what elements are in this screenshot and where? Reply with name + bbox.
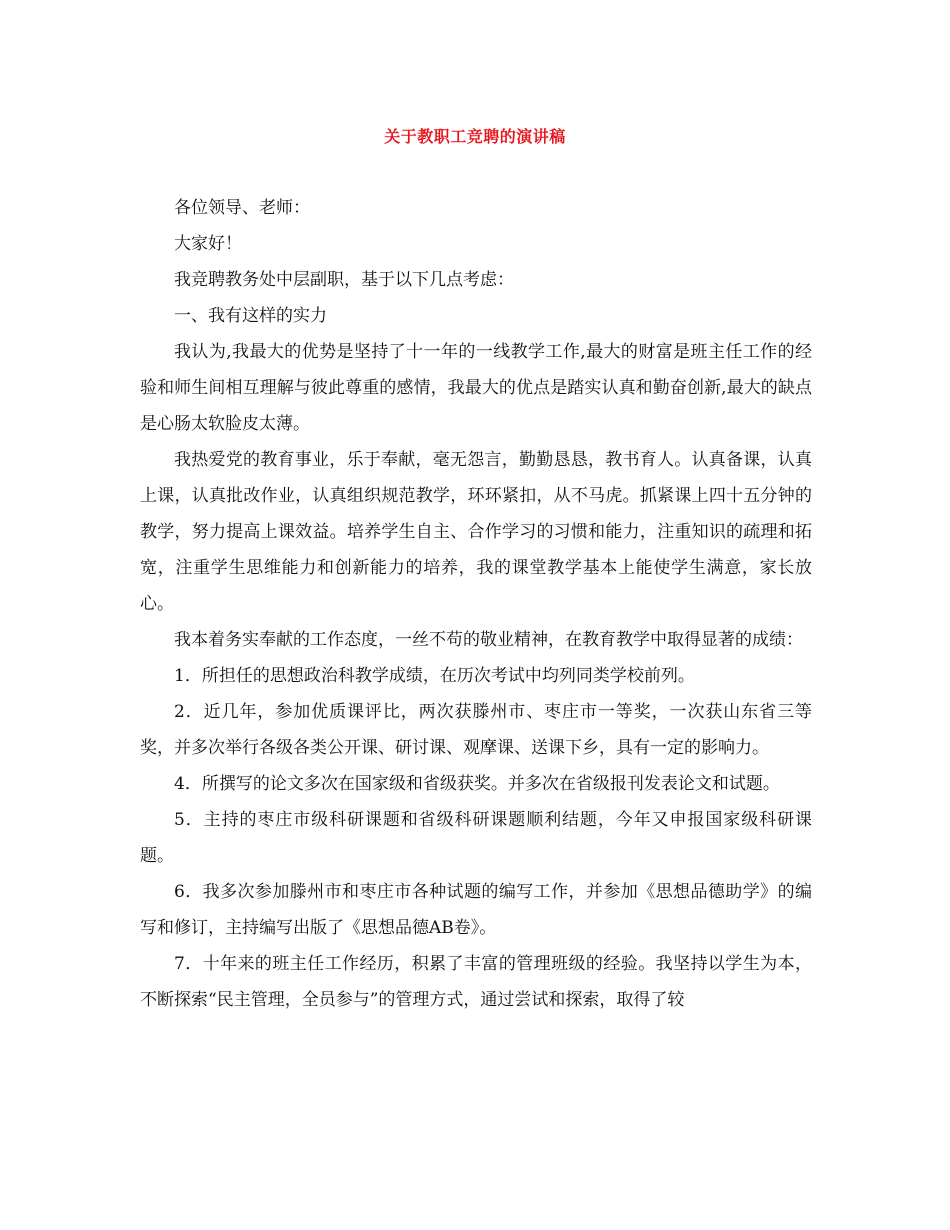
list-item: 1．所担任的思想政治科教学成绩，在历次考试中均列同类学校前列。 <box>174 666 695 686</box>
document-body <box>140 190 812 1018</box>
list-item: 7．十年来的班主任工作经历，积累了丰富的管理班级的经验。我坚持以学生为本，不断探索“民主管理，全员参与”的管理方式，通过尝试和探索，取得了较 <box>140 954 812 1010</box>
list-item: 6．我多次参加滕州市和枣庄市各种试题的编写工作，并参加《思想品德助学》的编写和修订，主持编写出版了《思想品德AB卷》。 <box>140 882 812 938</box>
paragraph-intro: 我竞聘教务处中层副职，基于以下几点考虑： <box>174 270 514 290</box>
paragraph: 我本着务实奉献的工作态度，一丝不苟的敬业精神，在教育教学中取得显著的成绩： <box>174 630 803 650</box>
document-title: 关于教职工竞聘的演讲稿 <box>384 127 566 146</box>
list-item: 2．近几年，参加优质课评比，两次获滕州市、枣庄市一等奖，一次获山东省三等奖，并多次举行各级各类公开课、研讨课、观摩课、送课下乡，具有一定的影响力。 <box>140 702 812 758</box>
list-item: 4．所撰写的论文多次在国家级和省级获奖。并多次在省级报刊发表论文和试题。 <box>174 774 780 794</box>
paragraph: 我热爱党的教育事业，乐于奉献，毫无怨言，勤勤恳恳，教书育人。认真备课，认真上课，认真批改作业，认真组织规范教学，环环紧扣，从不马虎。抓紧课上四十五分钟的教学，努力提高上课效益。培养学生自主、合作学习的习惯和能力，注重知识的疏理和拓宽，注重学生思维能力和创新能力的培养，我的课堂教学基本上能使学生满意，家长放心。 <box>140 450 812 614</box>
paragraph: 我认为,我最大的优势是坚持了十一年的一线教学工作,最大的财富是班主任工作的经验和师生间相互理解与彼此尊重的感情，我最大的优点是踏实认真和勤奋创新,最大的缺点是心肠太软脸皮太薄。 <box>140 342 812 434</box>
list-item: 5．主持的枣庄市级科研课题和省级科研课题顺利结题，今年又申报国家级科研课题。 <box>140 810 812 866</box>
paragraph-hello: 大家好！ <box>174 234 242 254</box>
section-heading: 一、我有这样的实力 <box>174 306 327 326</box>
paragraph-greeting: 各位领导、老师： <box>174 198 310 218</box>
